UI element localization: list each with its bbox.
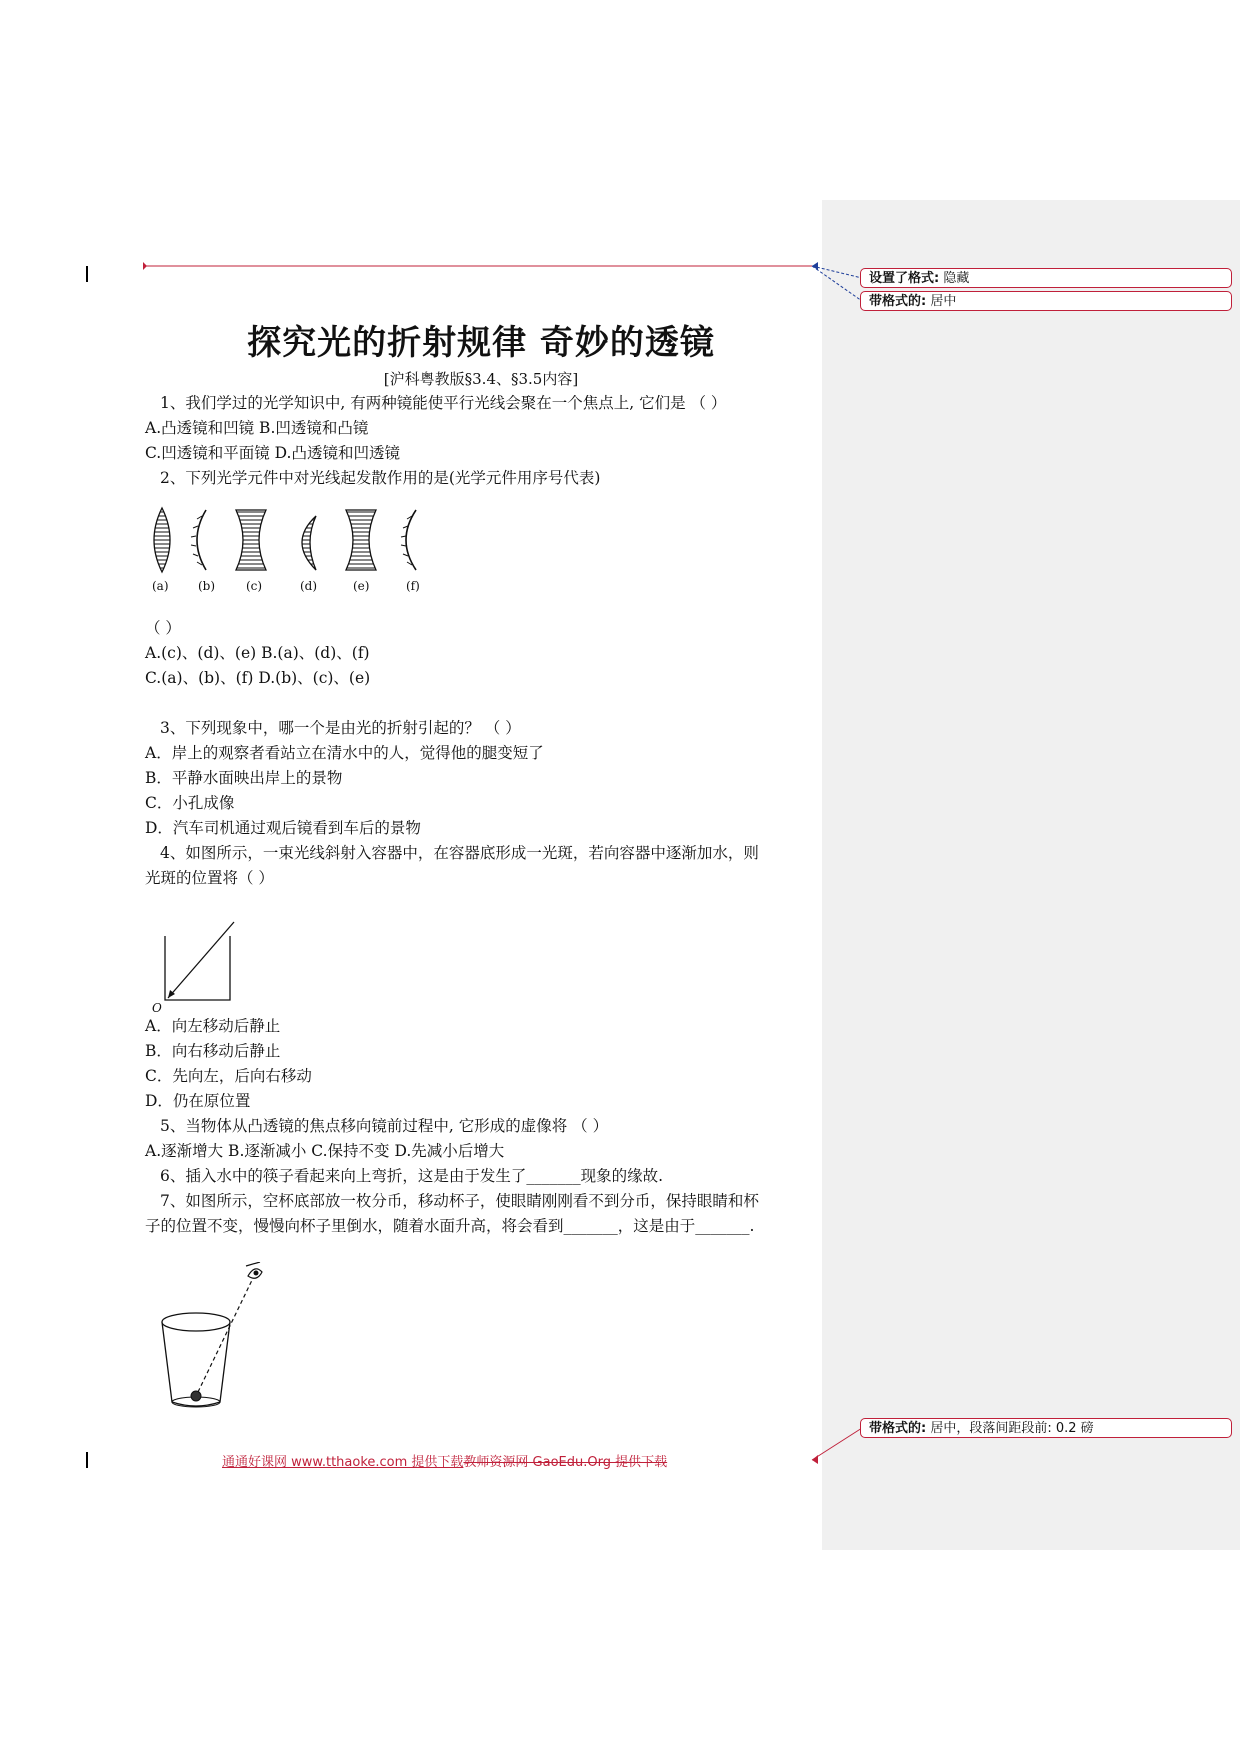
coin-icon <box>191 1391 201 1401</box>
q3-option-c: C．小孔成像 <box>145 794 235 812</box>
label-b: (b) <box>198 579 216 593</box>
q1-options-ab: A.凸透镜和凹镜 B.凹透镜和凸镜 <box>145 419 369 437</box>
cup-coin-figure <box>156 1262 266 1412</box>
comment-balloon-spacing[interactable] <box>860 1418 1232 1438</box>
element-c-concave-lens <box>236 510 266 570</box>
q4-option-d: D．仍在原位置 <box>145 1092 251 1110</box>
container-light-figure <box>148 918 238 1013</box>
q7-stem-line2: 子的位置不变，慢慢向杯子里倒水，随着水面升高，将会看到_______，这是由于_______. <box>145 1217 755 1235</box>
label-a: (a) <box>152 579 169 593</box>
label-d: (d) <box>300 579 318 593</box>
element-b-mirror <box>197 510 206 570</box>
label-e: (e) <box>353 579 370 593</box>
comment-label: 带格式的: <box>869 1421 927 1436</box>
q5-stem: 5、当物体从凸透镜的焦点移向镜前过程中, 它形成的虚像将 （ ） <box>160 1117 609 1135</box>
q4-stem-line2: 光斑的位置将（ ） <box>145 869 274 887</box>
comment-value: 居中 <box>930 294 957 309</box>
q5-options: A.逐渐增大 B.逐渐减小 C.保持不变 D.先减小后增大 <box>145 1142 505 1160</box>
footer-link-tthaoke[interactable]: 通通好课网 www.tthaoke.com 提供下载 <box>222 1455 464 1470</box>
element-d-lens <box>302 516 316 570</box>
figure-origin-label: O <box>152 1001 162 1013</box>
text-cursor-top <box>86 266 88 282</box>
label-c: (c) <box>246 579 263 593</box>
q4-option-c: C．先向左，后向右移动 <box>145 1067 312 1085</box>
eye-icon <box>246 1262 262 1278</box>
q6-stem: 6、插入水中的筷子看起来向上弯折，这是由于发生了_______现象的缘故. <box>160 1167 664 1185</box>
footer-deleted-text: 教师资源网 GaoEdu.Org 提供下载 <box>463 1455 668 1470</box>
element-e-concave-lens <box>346 510 376 570</box>
q4-stem-line1: 4、如图所示，一束光线斜射入容器中，在容器底形成一光斑，若向容器中逐渐加水，则 <box>160 844 759 862</box>
q3-option-b: B．平静水面映出岸上的景物 <box>145 769 343 787</box>
comment-label: 设置了格式: <box>869 271 940 286</box>
q3-option-d: D．汽车司机通过观后镜看到车后的景物 <box>145 819 421 837</box>
comment-balloon-center[interactable] <box>860 291 1232 311</box>
comment-value: 居中，段落间距段前: 0.2 磅 <box>930 1421 1094 1436</box>
page-title: 探究光的折射规律 奇妙的透镜 <box>247 323 715 363</box>
text-cursor-bottom <box>86 1452 88 1468</box>
element-a-convex-lens <box>154 508 170 572</box>
q2-options-cd: C.(a)、(b)、(f) D.(b)、(c)、(e) <box>145 669 371 687</box>
q1-stem: 1、我们学过的光学知识中, 有两种镜能使平行光线会聚在一个焦点上, 它们是 （ ） <box>160 394 727 412</box>
lens-elements-figure <box>148 502 438 602</box>
page-footer <box>222 1451 667 1470</box>
q2-stem: 2、下列光学元件中对光线起发散作用的是(光学元件用序号代表) <box>160 469 601 487</box>
q2-options-ab: A.(c)、(d)、(e) B.(a)、(d)、(f) <box>145 644 370 662</box>
comment-balloon-hidden[interactable] <box>860 268 1232 288</box>
q3-option-a: A．岸上的观察者看站立在清水中的人，觉得他的腿变短了 <box>145 744 544 762</box>
page-subtitle: [沪科粤教版§3.4、§3.5内容] <box>383 370 579 388</box>
q2-answer-blank: （ ） <box>145 619 181 637</box>
label-f: (f) <box>406 579 420 593</box>
comment-value: 隐藏 <box>943 271 970 286</box>
q3-stem: 3、下列现象中，哪一个是由光的折射引起的？ （ ） <box>160 719 521 737</box>
q7-stem-line1: 7、如图所示，空杯底部放一枚分币，移动杯子，使眼睛刚刚看不到分币，保持眼睛和杯 <box>160 1192 759 1210</box>
q4-option-b: B．向右移动后静止 <box>145 1042 281 1060</box>
comment-label: 带格式的: <box>869 294 927 309</box>
q1-options-cd: C.凹透镜和平面镜 D.凸透镜和凹透镜 <box>145 444 400 462</box>
q4-option-a: A．向左移动后静止 <box>145 1017 281 1035</box>
